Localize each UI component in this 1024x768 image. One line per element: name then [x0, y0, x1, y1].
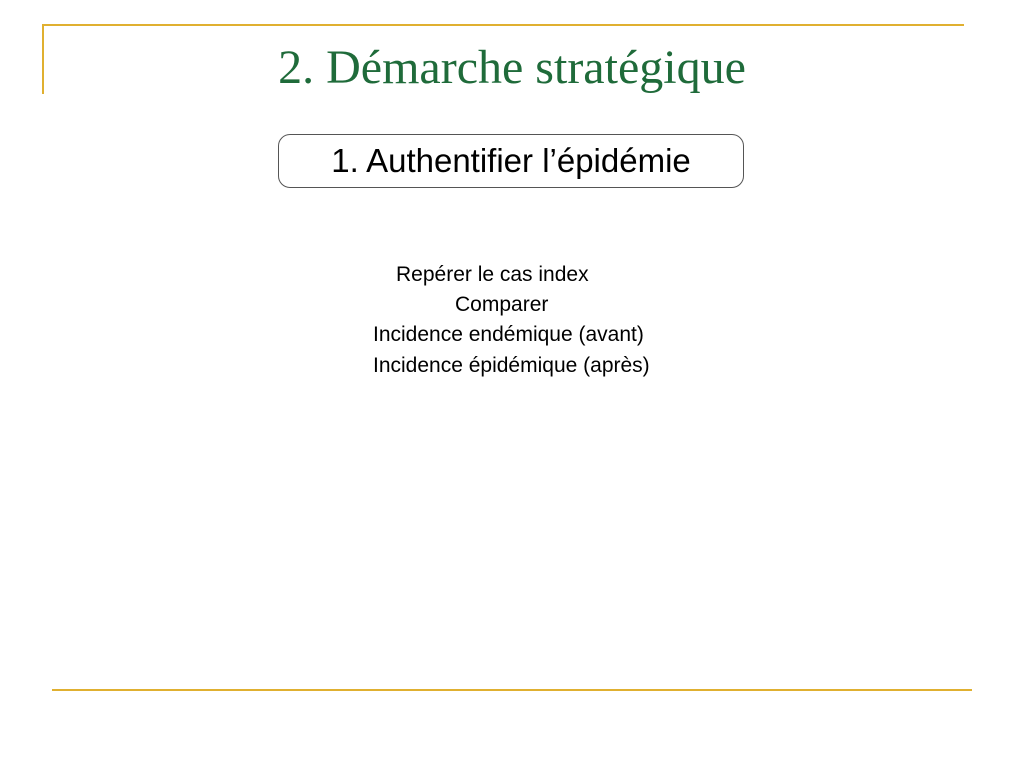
- top-rule: [42, 24, 964, 26]
- slide-title: 2. Démarche stratégique: [278, 41, 746, 94]
- body-line: Repérer le cas index: [396, 263, 589, 286]
- body-line: Incidence épidémique (après): [373, 354, 650, 377]
- subtitle-text: 1. Authentifier l’épidémie: [331, 142, 691, 179]
- body-line: Incidence endémique (avant): [373, 323, 644, 346]
- bottom-rule: [52, 689, 972, 691]
- body-line: Comparer: [455, 293, 549, 316]
- subtitle-box: [278, 134, 744, 188]
